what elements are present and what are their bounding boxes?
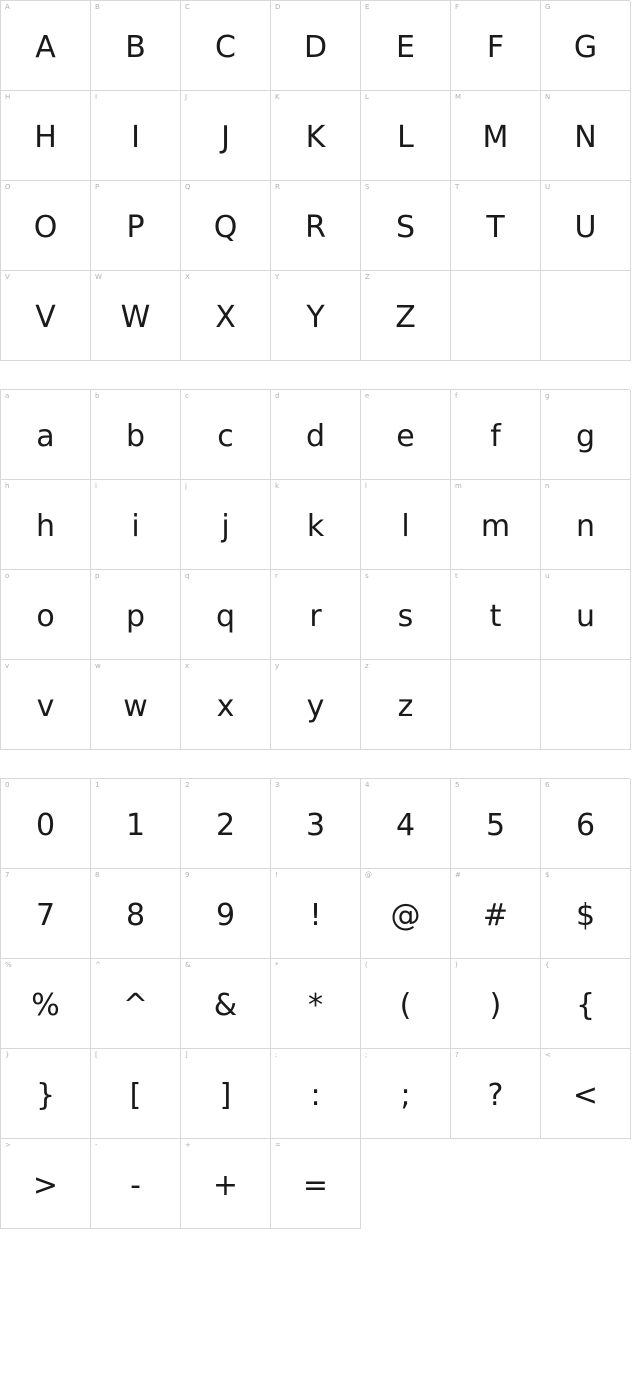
glyph-grid-lowercase-letters [0,389,630,750]
glyph-cell-label: x [185,662,190,670]
glyph-cell[interactable] [271,869,361,959]
glyph-cell[interactable] [541,390,631,480]
glyph-cell-character: M [482,119,509,155]
glyph-cell-character: Y [306,299,325,335]
glyph-cell[interactable] [361,91,451,181]
glyph-cell[interactable] [181,1139,271,1229]
glyph-cell-character: 8 [125,897,146,933]
glyph-cell-character [541,660,630,749]
glyph-cell-character: E [396,29,415,65]
glyph-section-uppercase-letters [0,0,630,361]
glyph-cell-character: = [302,1167,329,1203]
glyph-cell-character: V [35,299,56,335]
glyph-cell-character: u [575,598,595,634]
glyph-cell[interactable] [181,660,271,750]
glyph-cell-label: g [545,392,550,400]
glyph-cell-blank [361,1139,451,1229]
glyph-cell-label: f [455,392,458,400]
glyph-cell-character: m [480,508,511,544]
glyph-cell-character: * [308,987,323,1023]
glyph-cell-character: q [215,598,236,634]
glyph-cell[interactable] [1,91,91,181]
glyph-cell[interactable] [1,1,91,91]
glyph-cell-label: v [5,662,10,670]
glyph-cell-character: T [486,209,505,245]
glyph-cell-label: d [275,392,280,400]
glyph-cell[interactable] [541,1049,631,1139]
glyph-cell-character: ] [219,1077,232,1113]
glyph-cell-character: n [575,508,595,544]
glyph-cell[interactable] [271,181,361,271]
glyph-cell-character: p [125,598,146,634]
glyph-cell-character: L [397,119,414,155]
glyph-cell-character: v [36,688,55,724]
glyph-cell-character: 5 [485,807,506,843]
glyph-cell[interactable] [271,660,361,750]
glyph-cell-label: O [5,183,11,191]
glyph-cell[interactable] [451,570,541,660]
glyph-cell-label: P [95,183,100,191]
glyph-cell-label: > [5,1141,11,1149]
glyph-cell-character: A [35,29,56,65]
glyph-cell-character: y [306,688,325,724]
glyph-cell[interactable] [451,390,541,480]
glyph-cell-character: j [221,508,230,544]
glyph-cell-label: } [5,1051,10,1059]
glyph-cell-label: o [5,572,10,580]
glyph-cell-label: m [455,482,462,490]
glyph-cell-label: I [95,93,98,101]
glyph-cell-character: K [305,119,326,155]
glyph-cell-label: B [95,3,100,11]
glyph-cell-label: a [5,392,10,400]
glyph-cell-label: L [365,93,369,101]
glyph-cell[interactable] [91,660,181,750]
glyph-cell-character: f [490,418,501,454]
glyph-cell-character [541,271,630,360]
glyph-cell-label: D [275,3,281,11]
glyph-cell-label: n [545,482,550,490]
glyph-cell-label: t [455,572,458,580]
glyph-cell-label: T [455,183,460,191]
glyph-cell-character: h [35,508,55,544]
glyph-cell-label: c [185,392,189,400]
glyph-section-lowercase-letters [0,389,630,750]
glyph-cell[interactable] [181,1049,271,1139]
glyph-cell-label: G [545,3,551,11]
glyph-cell[interactable] [181,959,271,1049]
glyph-cell-character: s [397,598,414,634]
glyph-cell-label: & [185,961,191,969]
glyph-cell[interactable] [181,390,271,480]
glyph-cell-character: k [306,508,325,544]
glyph-cell-label: + [185,1141,191,1149]
glyph-cell[interactable] [1,1139,91,1229]
glyph-cell[interactable] [361,1049,451,1139]
glyph-cell[interactable] [91,570,181,660]
glyph-cell-character: 7 [35,897,56,933]
glyph-cell[interactable] [271,91,361,181]
glyph-cell-character: 0 [35,807,56,843]
glyph-cell-label: 2 [185,781,190,789]
glyph-cell-character: x [216,688,235,724]
glyph-cell-character: % [31,987,60,1023]
glyph-cell-character: X [215,299,236,335]
glyph-cell[interactable] [271,1049,361,1139]
glyph-cell[interactable] [451,480,541,570]
glyph-cell[interactable] [271,390,361,480]
glyph-cell-empty [451,660,541,750]
glyph-cell-label: C [185,3,190,11]
glyph-cell-label: F [455,3,460,11]
glyph-cell[interactable] [361,660,451,750]
glyph-cell-character: - [130,1167,141,1203]
glyph-cell[interactable] [1,181,91,271]
glyph-cell[interactable] [181,91,271,181]
glyph-cell[interactable] [361,1,451,91]
glyph-cell-label: Q [185,183,191,191]
glyph-cell[interactable] [91,1139,181,1229]
glyph-cell-character: + [212,1167,239,1203]
glyph-cell-character: { [575,987,596,1023]
glyph-cell[interactable] [361,480,451,570]
glyph-cell[interactable] [1,869,91,959]
glyph-cell-label: A [5,3,10,11]
glyph-cell[interactable] [541,1,631,91]
glyph-cell-character: 6 [575,807,596,843]
glyph-cell[interactable] [181,480,271,570]
glyph-cell-character: ; [400,1077,411,1113]
glyph-cell-label: @ [365,871,372,879]
glyph-cell-empty [541,271,631,361]
glyph-cell-empty [541,660,631,750]
glyph-cell[interactable] [271,570,361,660]
glyph-cell-label: { [545,961,550,969]
glyph-cell-label: H [5,93,11,101]
glyph-cell[interactable] [91,91,181,181]
glyph-cell-label: 8 [95,871,100,879]
glyph-cell-label: ] [185,1051,188,1059]
glyph-section-digits-and-symbols [0,778,630,1229]
glyph-cell[interactable] [541,869,631,959]
glyph-cell[interactable] [1,959,91,1049]
glyph-cell-blank [451,1139,541,1229]
glyph-cell-character: 3 [305,807,326,843]
glyph-cell-label: b [95,392,100,400]
glyph-cell-label: ) [455,961,458,969]
glyph-cell-label: % [5,961,12,969]
glyph-cell[interactable] [361,271,451,361]
glyph-cell-label: Z [365,273,370,281]
glyph-cell-empty [451,271,541,361]
glyph-cell-label: 9 [185,871,190,879]
glyph-cell[interactable] [181,779,271,869]
glyph-cell-character: P [126,209,145,245]
glyph-cell[interactable] [361,390,451,480]
glyph-cell-label: 3 [275,781,280,789]
glyph-cell-character: D [303,29,328,65]
glyph-cell[interactable] [1,779,91,869]
glyph-cell-character: } [35,1077,56,1113]
glyph-grid-digits-and-symbols [0,778,630,1229]
glyph-cell[interactable] [451,91,541,181]
glyph-cell-character: R [305,209,326,245]
glyph-cell[interactable] [1,660,91,750]
glyph-cell-label: s [365,572,369,580]
glyph-cell[interactable] [91,480,181,570]
glyph-cell[interactable] [451,1,541,91]
glyph-cell[interactable] [181,1,271,91]
glyph-cell[interactable] [451,779,541,869]
glyph-cell-character: U [574,209,597,245]
glyph-cell-character: & [213,987,238,1023]
glyph-cell-label: - [95,1141,98,1149]
glyph-cell-character: $ [575,897,596,933]
glyph-cell-character: d [305,418,326,454]
glyph-cell-character: l [401,508,410,544]
glyph-cell-label: 0 [5,781,10,789]
glyph-cell[interactable] [361,779,451,869]
glyph-cell-label: = [275,1141,281,1149]
glyph-cell-label: [ [95,1051,98,1059]
glyph-cell-character [451,660,540,749]
glyph-cell-character: J [221,119,230,155]
glyph-cell-character: 2 [215,807,236,843]
glyph-cell-character: W [120,299,151,335]
glyph-cell[interactable] [451,1049,541,1139]
glyph-cell-label: ? [455,1051,459,1059]
glyph-cell-character: Z [395,299,416,335]
glyph-cell[interactable] [361,869,451,959]
glyph-cell[interactable] [91,1,181,91]
glyph-cell-character: z [397,688,414,724]
glyph-cell[interactable] [181,181,271,271]
glyph-cell[interactable] [1,271,91,361]
glyph-cell-label: U [545,183,551,191]
glyph-cell[interactable] [541,480,631,570]
glyph-cell[interactable] [181,869,271,959]
glyph-cell-label: i [95,482,97,490]
glyph-cell-label: Y [275,273,280,281]
glyph-cell-character: g [575,418,596,454]
glyph-cell-character: [ [129,1077,142,1113]
glyph-cell[interactable] [271,480,361,570]
section-gap [0,750,630,778]
glyph-cell-label: # [455,871,461,879]
glyph-cell-character: e [396,418,415,454]
glyph-cell-character: B [125,29,146,65]
glyph-cell[interactable] [271,1139,361,1229]
glyph-cell-character: G [573,29,598,65]
glyph-cell[interactable] [271,1,361,91]
glyph-cell-label: p [95,572,100,580]
glyph-cell-character: N [574,119,597,155]
glyph-cell-label: K [275,93,280,101]
glyph-cell-label: < [545,1051,551,1059]
glyph-cell-character: > [32,1167,59,1203]
glyph-cell-character: c [217,418,234,454]
glyph-cell-label: M [455,93,462,101]
glyph-cell-label: r [275,572,278,580]
glyph-cell-label: J [185,93,188,101]
section-gap [0,361,630,389]
glyph-cell-character: t [489,598,502,634]
glyph-cell[interactable] [451,869,541,959]
glyph-cell-character: # [482,897,509,933]
glyph-grid-uppercase-letters [0,0,630,361]
glyph-cell-label: q [185,572,190,580]
glyph-cell[interactable] [541,570,631,660]
glyph-cell-character: Q [213,209,238,245]
glyph-cell[interactable] [181,570,271,660]
glyph-cell-label: w [95,662,101,670]
glyph-cell-character: 4 [395,807,416,843]
glyph-cell-character: 1 [125,807,146,843]
glyph-cell-label: 1 [95,781,100,789]
glyph-cell-label: 6 [545,781,550,789]
glyph-cell-character: O [33,209,58,245]
glyph-cell[interactable] [1,1049,91,1139]
glyph-cell[interactable] [1,390,91,480]
glyph-cell[interactable] [541,779,631,869]
glyph-cell-label: ( [365,961,368,969]
glyph-cell[interactable] [91,959,181,1049]
glyph-cell[interactable] [1,570,91,660]
glyph-cell-label: X [185,273,190,281]
glyph-cell-character: b [125,418,146,454]
glyph-cell-character: S [395,209,416,245]
glyph-cell[interactable] [451,181,541,271]
glyph-cell[interactable] [541,91,631,181]
glyph-cell-character: ? [487,1077,504,1113]
glyph-cell-label: E [365,3,370,11]
glyph-cell-label: S [365,183,370,191]
glyph-cell-label: $ [545,871,550,879]
glyph-cell[interactable] [271,779,361,869]
glyph-cell-character: : [310,1077,321,1113]
glyph-cell-label: l [365,482,367,490]
glyph-cell[interactable] [451,959,541,1049]
glyph-cell-label: 7 [5,871,10,879]
glyph-cell-character: i [131,508,140,544]
glyph-cell-label: ; [365,1051,368,1059]
glyph-cell-character: ! [309,897,322,933]
glyph-cell-character: H [34,119,57,155]
glyph-cell-character: < [572,1077,599,1113]
glyph-cell-character: ) [489,987,502,1023]
glyph-cell[interactable] [91,390,181,480]
glyph-cell[interactable] [91,271,181,361]
glyph-cell-character: @ [390,897,421,933]
glyph-cell-character [451,271,540,360]
glyph-cell[interactable] [361,570,451,660]
glyph-cell[interactable] [271,959,361,1049]
glyph-cell-label: e [365,392,370,400]
glyph-cell[interactable] [271,271,361,361]
glyph-cell-label: 4 [365,781,370,789]
glyph-cell-label: ! [275,871,278,879]
glyph-cell-label: y [275,662,280,670]
glyph-cell[interactable] [361,959,451,1049]
glyph-cell-character: ^ [122,987,149,1023]
glyph-cell-label: 5 [455,781,460,789]
glyph-cell[interactable] [91,181,181,271]
glyph-cell[interactable] [541,959,631,1049]
glyph-cell-label: ^ [95,961,101,969]
glyph-cell[interactable] [541,181,631,271]
glyph-cell-character: 9 [215,897,236,933]
glyph-cell[interactable] [91,779,181,869]
glyph-cell-character: a [36,418,55,454]
glyph-cell-label: W [95,273,102,281]
glyph-cell-label: u [545,572,550,580]
glyph-cell-character: w [123,688,148,724]
glyph-cell-label: h [5,482,10,490]
glyph-cell-label: N [545,93,551,101]
glyph-cell-character: o [36,598,55,634]
glyph-cell[interactable] [91,869,181,959]
glyph-cell-label: V [5,273,10,281]
glyph-cell-label: j [185,482,187,490]
glyph-cell-label: R [275,183,280,191]
glyph-cell[interactable] [361,181,451,271]
glyph-cell-label: z [365,662,369,670]
glyph-cell[interactable] [91,1049,181,1139]
glyph-cell-label: k [275,482,280,490]
glyph-cell-blank [541,1139,631,1229]
glyph-cell[interactable] [1,480,91,570]
glyph-cell-label: * [275,961,279,969]
glyph-cell-character: ( [399,987,412,1023]
glyph-cell-character: F [486,29,505,65]
glyph-cell-character: r [309,598,322,634]
glyph-cell-label: : [275,1051,278,1059]
glyph-cell-character: C [215,29,236,65]
glyph-cell-character: I [131,119,140,155]
glyph-cell[interactable] [181,271,271,361]
